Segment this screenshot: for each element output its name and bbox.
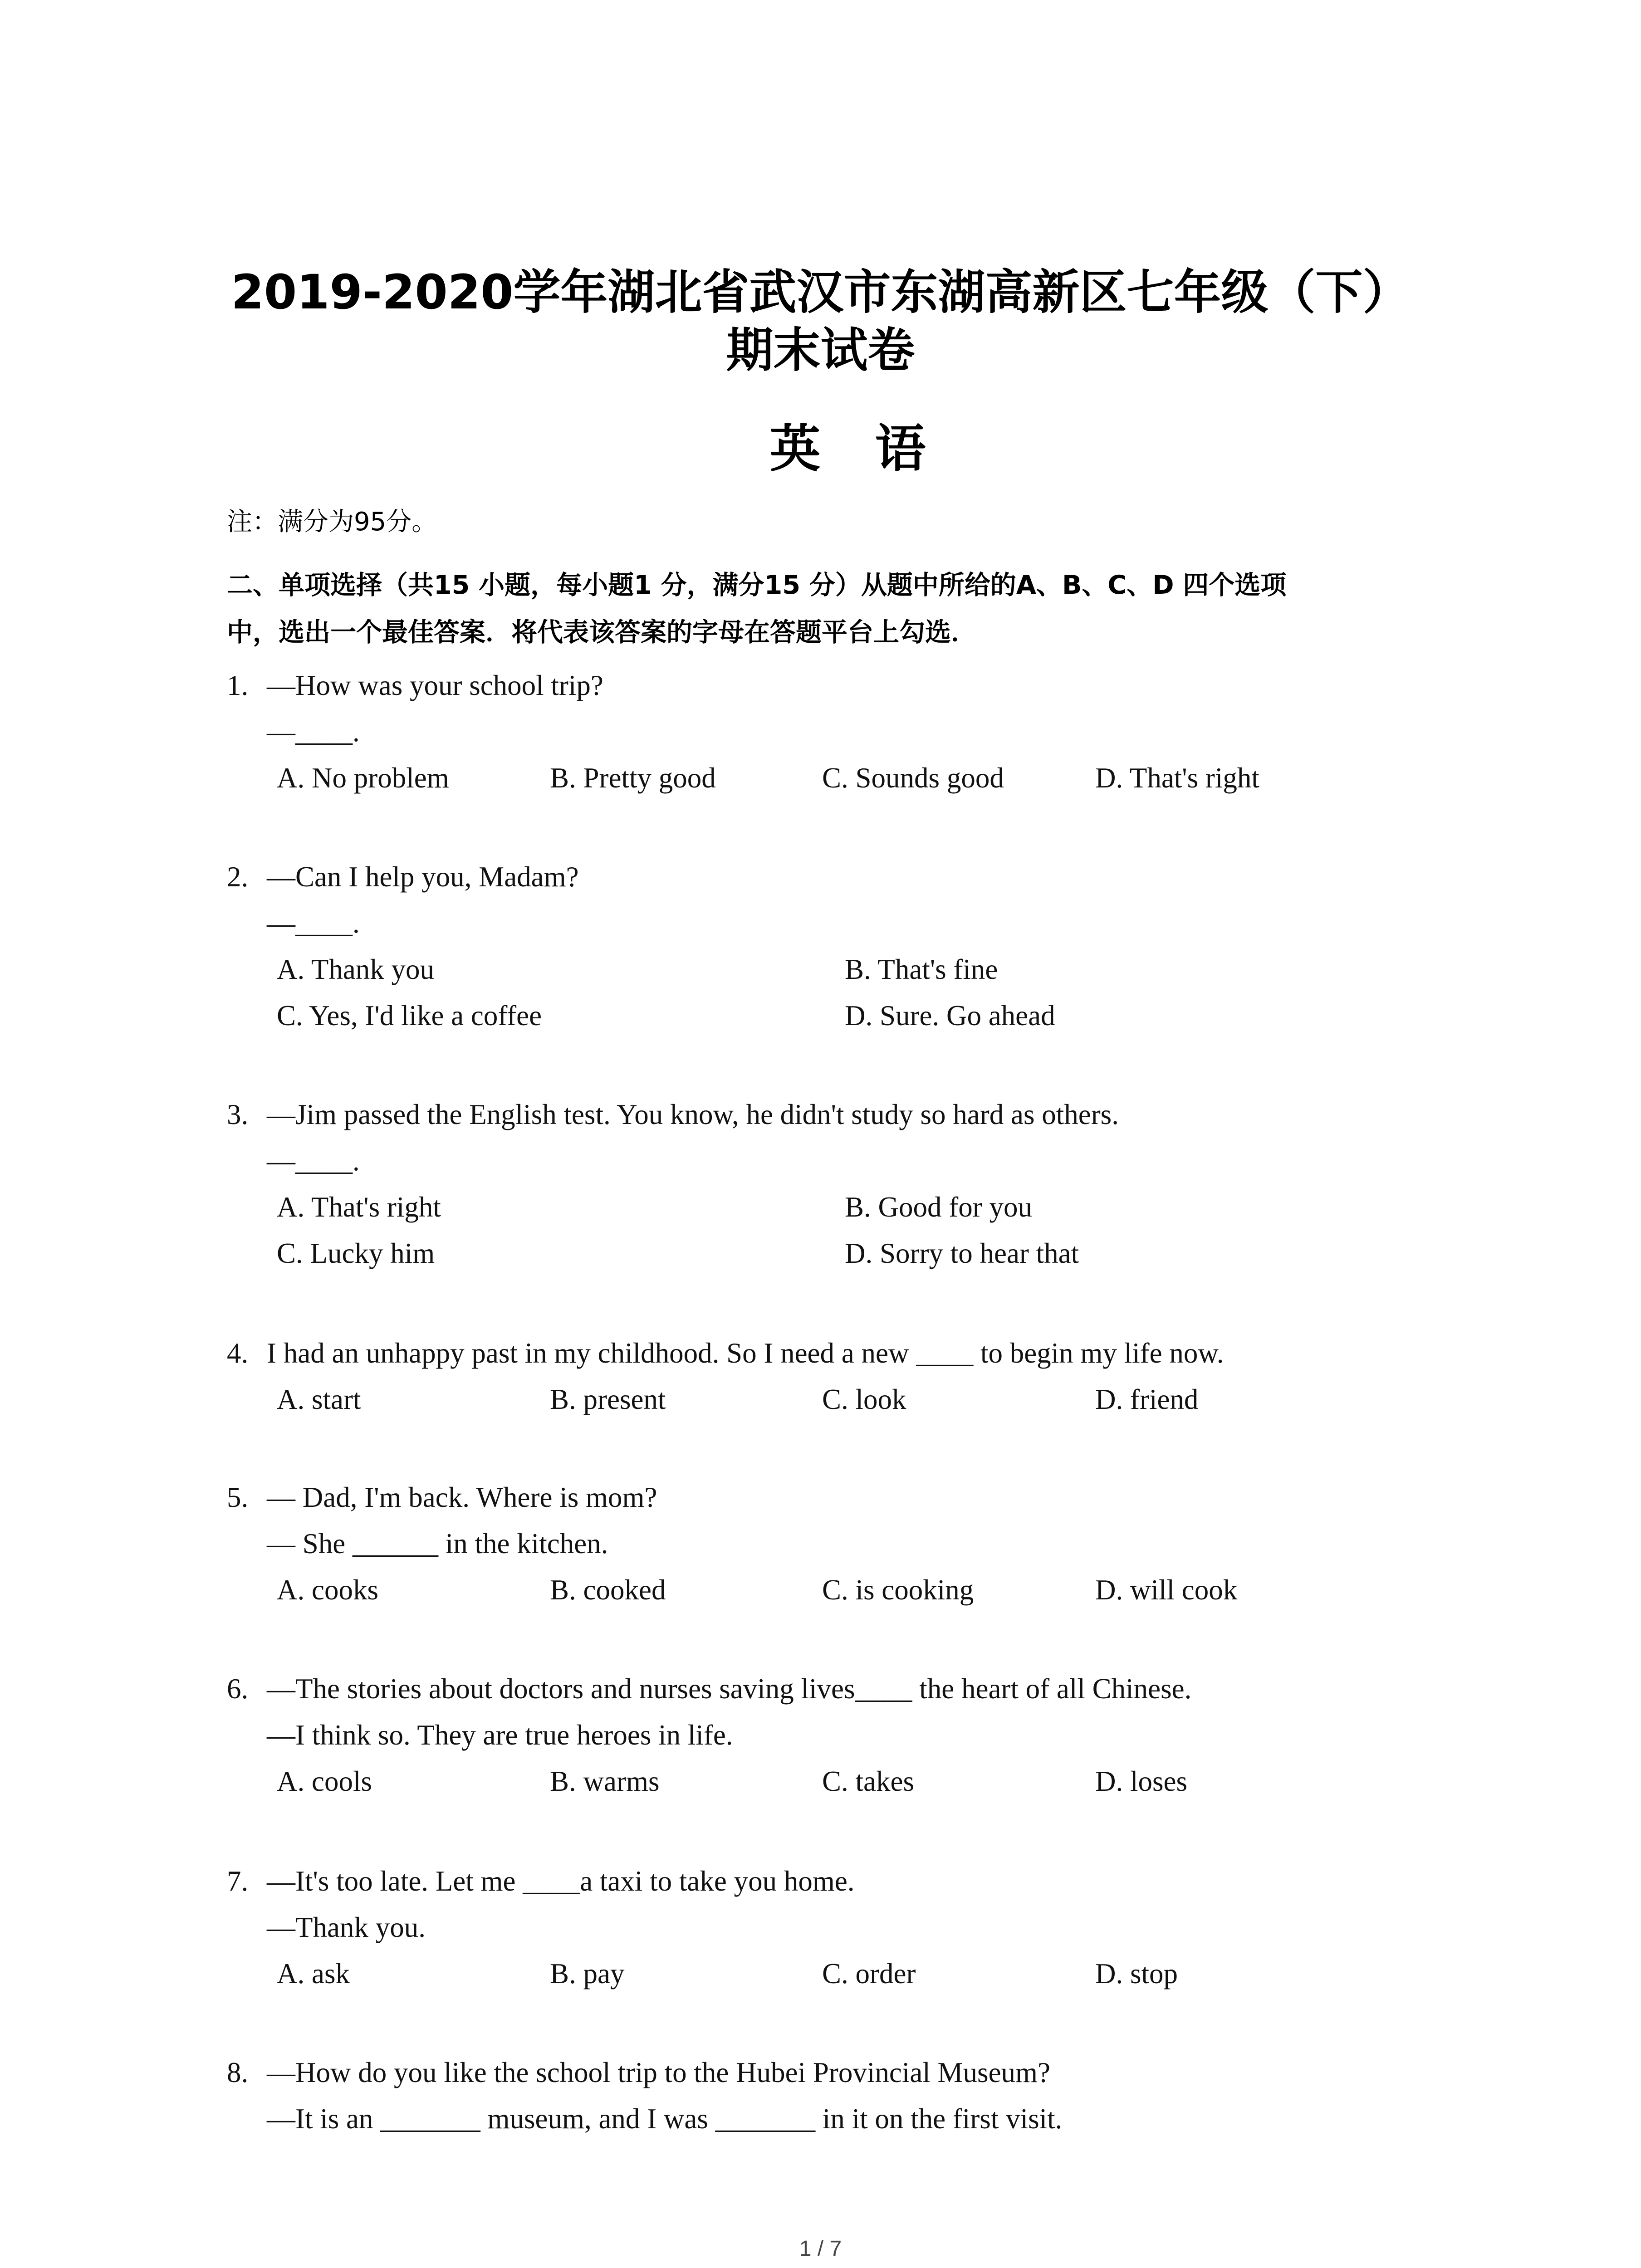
option-d[interactable]: D. friend [1095,1383,1199,1415]
question-7 [227,1858,1497,1997]
question-5 [227,1474,1497,1613]
question-number: 4. [227,1337,249,1369]
question-stem: —The stories about doctors and nurses saving lives____ the heart of all Chinese. [267,1673,1192,1705]
question-number: 8. [227,2057,249,2088]
option-b[interactable]: B. Good for you [845,1191,1032,1223]
option-a[interactable]: A. That's right [277,1191,441,1223]
option-d[interactable]: D. That's right [1095,762,1259,794]
option-c[interactable]: C. Lucky him [277,1237,435,1269]
question-number: 5. [227,1481,249,1513]
answer-line: —I think so. They are true heroes in life. [267,1719,733,1751]
question-stem: — Dad, I'm back. Where is mom? [267,1481,657,1513]
answer-line: —It is an _______ museum, and I was _______ in it on the first visit. [267,2103,1063,2135]
option-b[interactable]: B. cooked [550,1574,666,1606]
question-number: 6. [227,1673,249,1705]
option-b[interactable]: B. pay [550,1958,625,1989]
option-c[interactable]: C. look [822,1383,906,1415]
option-a[interactable]: A. cooks [277,1574,378,1606]
option-d[interactable]: D. Sure. Go ahead [845,1000,1055,1031]
score-note: 注：满分为95分。 [227,507,437,537]
question-stem: —Can I help you, Madam? [267,861,579,893]
option-a[interactable]: A. Thank you [277,953,435,985]
question-stem: —How was your school trip? [267,670,603,701]
option-b[interactable]: B. That's fine [845,953,998,985]
question-stem: —How do you like the school trip to the Hubei Provincial Museum? [267,2057,1050,2088]
option-d[interactable]: D. loses [1095,1765,1187,1797]
question-3 [227,1091,1497,1276]
subject-heading: 英语 [769,420,980,479]
section-instruction: 二、单项选择（共15 小题，每小题1 分，满分15 分）从题中所给的A、B、C、D 四个选项 [227,570,1287,600]
option-a[interactable]: A. ask [277,1958,350,1989]
section-instruction-cont: 中，选出一个最佳答案．将代表该答案的字母在答题平台上勾选． [227,617,977,647]
option-c[interactable]: C. is cooking [822,1574,974,1606]
question-6 [227,1666,1497,1804]
answer-line: —____. [267,716,360,748]
answer-line: —____. [267,907,360,939]
option-c[interactable]: C. order [822,1958,916,1989]
option-c[interactable]: C. Yes, I'd like a coffee [277,1000,542,1031]
question-stem: —It's too late. Let me ____a taxi to take you home. [267,1865,855,1897]
option-a[interactable]: A. No problem [277,762,449,794]
question-2 [227,854,1497,1039]
exam-title-line2: 期末试卷 [726,323,915,378]
question-stem: —Jim passed the English test. You know, he didn't study so hard as others. [267,1099,1119,1130]
answer-line: —Thank you. [267,1911,426,1943]
question-4 [227,1330,1497,1422]
question-number: 3. [227,1099,249,1130]
question-1 [227,662,1497,801]
option-d[interactable]: D. stop [1095,1958,1178,1989]
answer-line: — She ______ in the kitchen. [267,1528,608,1559]
option-b[interactable]: B. Pretty good [550,762,716,794]
option-c[interactable]: C. Sounds good [822,762,1004,794]
question-number: 2. [227,861,249,893]
option-b[interactable]: B. warms [550,1765,660,1797]
question-stem: I had an unhappy past in my childhood. So I need a new ____ to begin my life now. [267,1337,1224,1369]
answer-line: —____. [267,1145,360,1177]
question-number: 7. [227,1865,249,1897]
option-b[interactable]: B. present [550,1383,666,1415]
page-indicator: 1 / 7 [799,2237,842,2261]
option-a[interactable]: A. cools [277,1765,372,1797]
option-d[interactable]: D. Sorry to hear that [845,1237,1079,1269]
option-c[interactable]: C. takes [822,1765,914,1797]
question-8 [227,2049,1497,2142]
question-number: 1. [227,670,249,701]
exam-title: 2019-2020学年湖北省武汉市东湖高新区七年级（下） [231,264,1410,320]
option-a[interactable]: A. start [277,1383,361,1415]
option-d[interactable]: D. will cook [1095,1574,1238,1606]
